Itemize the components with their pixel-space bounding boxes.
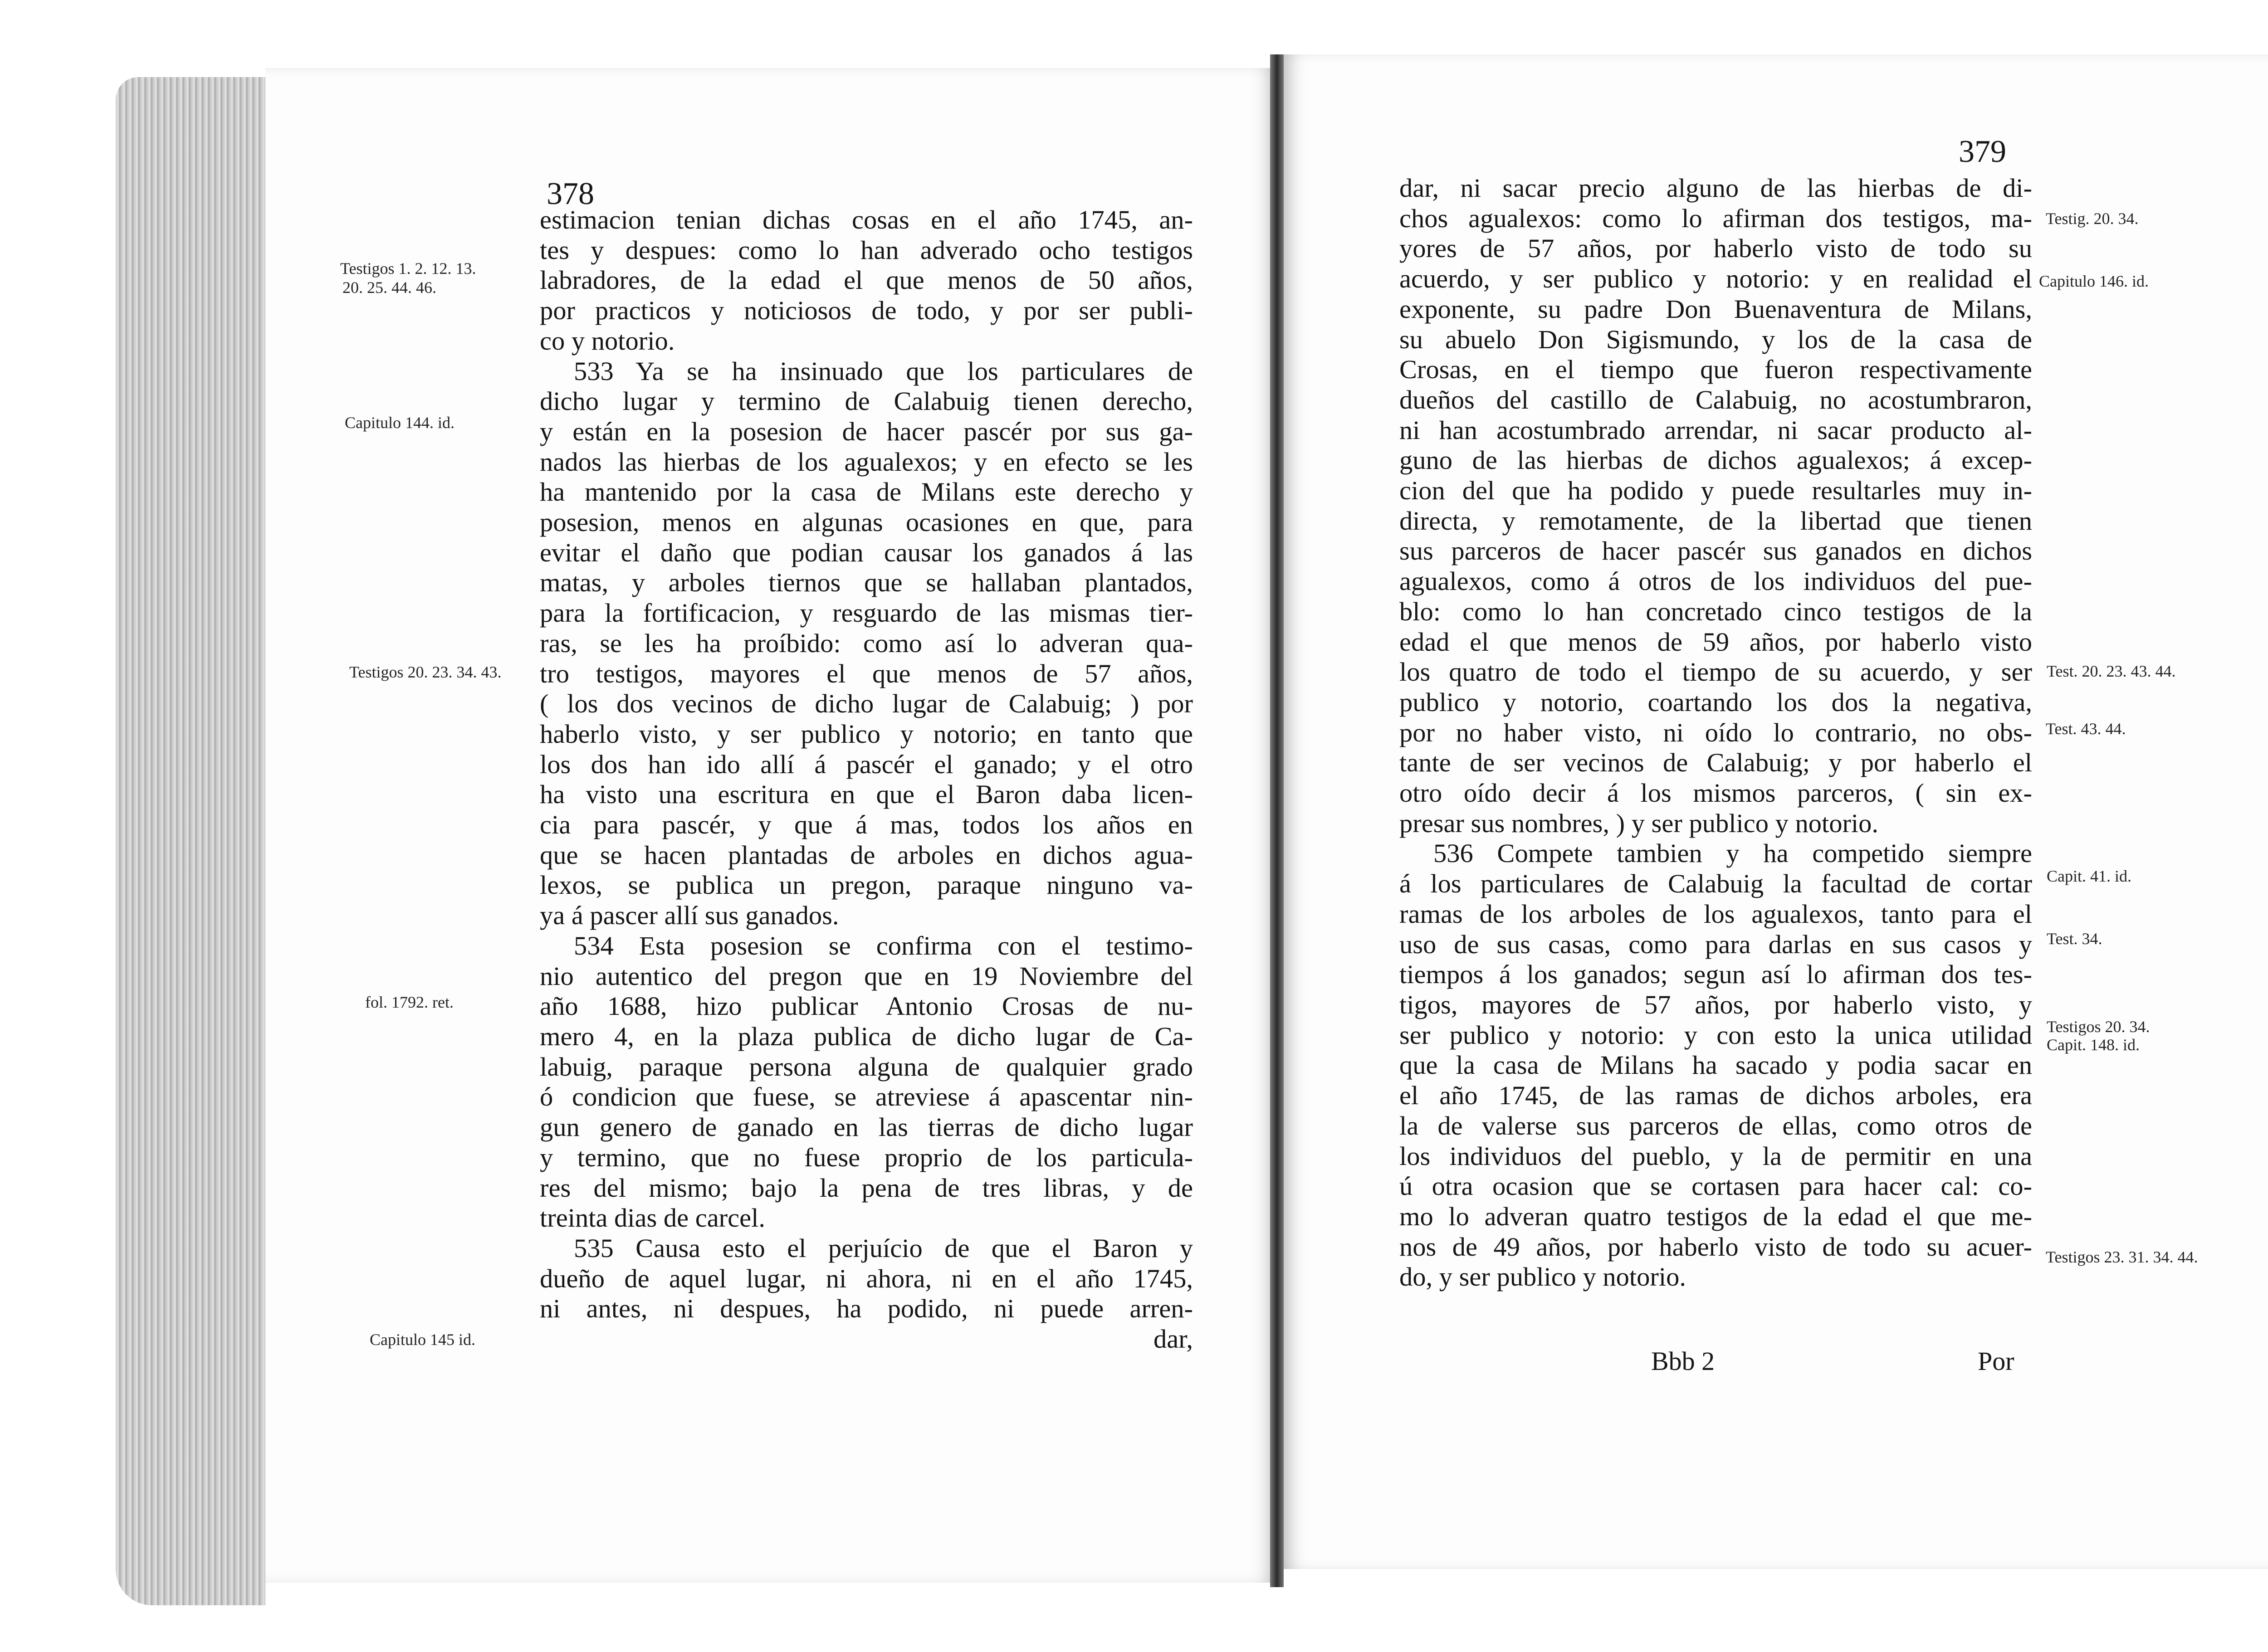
text-line: agualexos, como á otros de los individuos del pue-	[1399, 566, 2032, 596]
book-edge-left	[116, 77, 265, 1605]
text-line: matas, y arboles tiernos que se hallaban plantados,	[540, 568, 1193, 598]
text-line: los quatro de todo el tiempo de su acuerdo, y ser	[1399, 657, 2032, 687]
text-line: la de valerse sus parceros de ellas, como otros de	[1399, 1111, 2032, 1140]
text-line: lexos, se publica un pregon, paraque ninguno va-	[540, 870, 1193, 900]
text-line: blo: como lo han concretado cinco testigos de la	[1399, 596, 2032, 626]
text-line: ser publico y notorio: y con esto la unica utilidad	[1399, 1020, 2032, 1050]
margin-note: Capit. 41. id.	[2047, 867, 2131, 885]
text-line: do, y ser publico y notorio.	[1399, 1262, 1686, 1292]
margin-note: Capitulo 146. id.	[2039, 272, 2149, 290]
text-line: otro oído decir á los mismos parceros, ( sin ex-	[1399, 778, 2032, 808]
text-line: res del mismo; bajo la pena de tres libras, y de	[540, 1173, 1193, 1203]
margin-note: Testigos 20. 34.	[2047, 1018, 2150, 1036]
paragraph-start-536: 536 Compete tambien y ha competido siempre	[1433, 838, 2032, 868]
left-page-text	[540, 205, 1193, 1355]
page-signature: Bbb 2	[1651, 1346, 1715, 1376]
text-line: tes y despues: como lo han adverado ocho testigos	[540, 235, 1193, 265]
book-gutter	[1270, 54, 1284, 1587]
margin-note: Test. 34.	[2047, 930, 2102, 948]
text-line: dar, ni sacar precio alguno de las hierbas de di-	[1399, 173, 2032, 203]
text-line: chos agualexos: como lo afirman dos testigos, ma-	[1399, 203, 2032, 233]
text-line: cion del que ha podido y puede resultarles muy in-	[1399, 476, 2032, 506]
text-line: ha mantenido por la casa de Milans este derecho y	[540, 477, 1193, 507]
margin-note: Testigos 23. 31. 34. 44.	[2046, 1248, 2198, 1266]
text-line: tante de ser vecinos de Calabuig; y por haberlo el	[1399, 748, 2032, 778]
text-line: tiempos á los ganados; segun así lo afirman dos tes-	[1399, 960, 2032, 989]
margin-note: Capitulo 144. id.	[345, 414, 455, 432]
text-line: que la casa de Milans ha sacado y podia sacar en	[1399, 1050, 2032, 1080]
text-line: nio autentico del pregon que en 19 Noviembre del	[540, 961, 1193, 991]
text-line: por practicos y noticiosos de todo, y por ser publi-	[540, 296, 1193, 326]
text-line: y están en la posesion de hacer pascér por sus ga-	[540, 416, 1193, 446]
text-line: treinta dias de carcel.	[540, 1203, 765, 1233]
text-line: guno de las hierbas de dichos agualexos; á excep-	[1399, 445, 2032, 475]
right-page-text	[1399, 173, 2032, 1292]
text-line: tro testigos, mayores el que menos de 57 años,	[540, 658, 1193, 688]
margin-note: Test. 20. 23. 43. 44.	[2047, 662, 2176, 680]
text-line: el año 1745, de las ramas de dichos arboles, era	[1399, 1081, 2032, 1111]
text-line: estimacion tenian dichas cosas en el año 1745, an-	[540, 205, 1193, 234]
text-line: co y notorio.	[540, 326, 675, 356]
text-line: labradores, de la edad el que menos de 50 años,	[540, 265, 1193, 295]
text-line: sus parceros de hacer pascér sus ganados en dichos	[1399, 536, 2032, 566]
text-line: á los particulares de Calabuig la facultad de cortar	[1399, 869, 2032, 899]
text-line: ni antes, ni despues, ha podido, ni puede arren-	[540, 1294, 1193, 1324]
text-line: edad el que menos de 59 años, por haberlo visto	[1399, 627, 2032, 657]
text-line: los dos han ido allí á pascér el ganado; y el otro	[540, 749, 1193, 779]
text-line: nados las hierbas de los agualexos; y en efecto se les	[540, 447, 1193, 477]
text-line: nos de 49 años, por haberlo visto de todo su acuer-	[1399, 1232, 2032, 1262]
paragraph-start-535: 535 Causa esto el perjuício de que el Baron y	[574, 1233, 1193, 1263]
text-line: mero 4, en la plaza publica de dicho lugar de Ca-	[540, 1021, 1193, 1051]
text-line: que se hacen plantadas de arboles en dichos agua-	[540, 840, 1193, 870]
text-line: tigos, mayores de 57 años, por haberlo visto, y	[1399, 989, 2032, 1019]
text-line: posesion, menos en algunas ocasiones en que, para	[540, 507, 1193, 537]
text-line: ni han acostumbrado arrendar, ni sacar producto al-	[1399, 415, 2032, 445]
text-line: gun genero de ganado en las tierras de dicho lugar	[540, 1112, 1193, 1142]
text-line: año 1688, hizo publicar Antonio Crosas de nu-	[540, 991, 1193, 1021]
text-line: evitar el daño que podian causar los ganados á las	[540, 537, 1193, 567]
text-line: dueños del castillo de Calabuig, no acostumbraron,	[1399, 385, 2032, 414]
text-line: ya á pascer allí sus ganados.	[540, 901, 839, 931]
margin-note: Testigos 1. 2. 12. 13.	[340, 259, 476, 278]
text-line: yores de 57 años, por haberlo visto de todo su	[1399, 234, 2032, 263]
text-line: ó condicion que fuese, se atreviese á apascentar nin-	[540, 1082, 1193, 1112]
text-line: directa, y remotamente, de la libertad que tienen	[1399, 506, 2032, 536]
text-line: dicho lugar y termino de Calabuig tienen derecho,	[540, 386, 1193, 416]
text-line: haberlo visto, y ser publico y notorio; en tanto que	[540, 719, 1193, 749]
margin-note: Test. 43. 44.	[2046, 720, 2126, 738]
text-line: dar,	[1154, 1324, 1193, 1354]
margin-note: 20. 25. 44. 46.	[342, 278, 436, 297]
right-page-number: 379	[1959, 134, 2006, 169]
text-line: ú otra ocasion que se cortasen para hacer cal: co-	[1399, 1171, 2032, 1201]
text-line: por no haber visto, ni oído lo contrario, no obs-	[1399, 717, 2032, 747]
text-line: y termino, que no fuese proprio de los particula-	[540, 1142, 1193, 1172]
text-line: ( los dos vecinos de dicho lugar de Calabuig; ) por	[540, 689, 1193, 719]
text-line: uso de sus casas, como para darlas en sus casos y	[1399, 929, 2032, 959]
margin-note: fol. 1792. ret.	[365, 993, 454, 1011]
left-page-number: 378	[547, 176, 594, 211]
text-line: dueño de aquel lugar, ni ahora, ni en el año 1745,	[540, 1263, 1193, 1293]
text-line: ha visto una escritura en que el Baron daba licen-	[540, 780, 1193, 809]
text-line: su abuelo Don Sigismundo, y los de la casa de	[1399, 324, 2032, 354]
text-line: exponente, su padre Don Buenaventura de Milans,	[1399, 294, 2032, 324]
paragraph-start-533: 533 Ya se ha insinuado que los particulares de	[574, 356, 1193, 386]
catchword: Por	[1978, 1346, 2014, 1376]
margin-note: Testigos 20. 23. 34. 43.	[349, 663, 502, 681]
text-line: labuig, paraque persona alguna de qualquier grado	[540, 1052, 1193, 1082]
text-line: presar sus nombres, ) y ser publico y notorio.	[1399, 808, 1879, 838]
text-line: acuerdo, y ser publico y notorio: y en realidad el	[1399, 264, 2032, 294]
text-line: ras, se les ha proíbido: como así lo adveran qua-	[540, 628, 1193, 658]
text-line: para la fortificacion, y resguardo de las mismas tier-	[540, 598, 1193, 628]
text-line: mo lo adveran quatro testigos de la edad el que me-	[1399, 1201, 2032, 1231]
text-line: ramas de los arboles de los agualexos, tanto para el	[1399, 899, 2032, 929]
margin-note: Capit. 148. id.	[2047, 1036, 2140, 1054]
text-line: Crosas, en el tiempo que fueron respectivamente	[1399, 355, 2032, 385]
margin-note: Capitulo 145 id.	[370, 1330, 475, 1349]
margin-note: Testig. 20. 34.	[2046, 210, 2139, 228]
text-line: los individuos del pueblo, y la de permitir en una	[1399, 1141, 2032, 1171]
paragraph-start-534: 534 Esta posesion se confirma con el testimo-	[574, 931, 1193, 960]
text-line: cia para pascér, y que á mas, todos los años en	[540, 810, 1193, 840]
text-line: publico y notorio, coartando los dos la negativa,	[1399, 687, 2032, 717]
